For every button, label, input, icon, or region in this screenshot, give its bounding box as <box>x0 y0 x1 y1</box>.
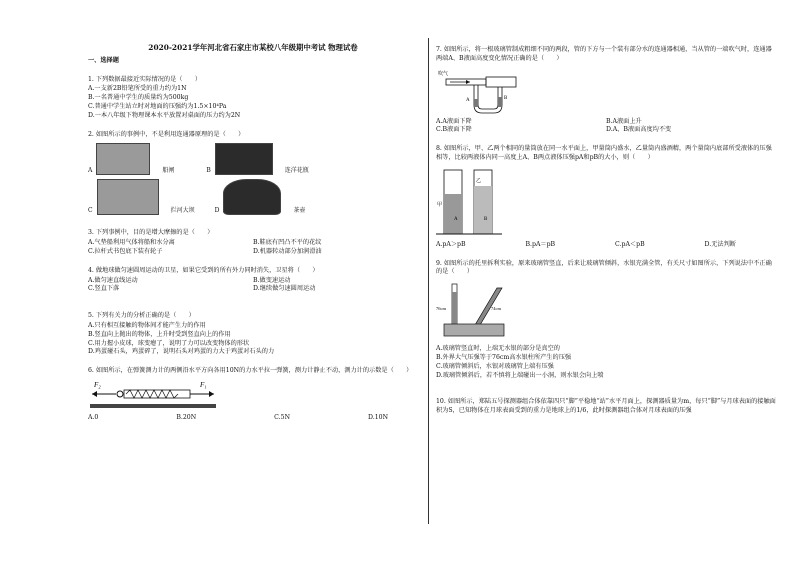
q7-option-d: D.A、B液面高度均不变 <box>606 126 672 134</box>
page-title: 2020-2021学年河北省石家庄市某校八年级期中考试 物理试卷 <box>148 43 358 52</box>
dam-image <box>97 179 159 215</box>
q4-stem: 4. 做地球做匀速圆周运动的卫星，如果它受到的所有外力同时消失，卫星将（ ） <box>88 266 319 274</box>
q4-option-b: B.做变速运动 <box>253 276 291 284</box>
q5-stem: 5. 下列有关力的分析正确的是（ ） <box>88 312 195 320</box>
q8-option-c: C.pA＜pB <box>615 240 645 248</box>
blow-label: 吹气 <box>438 71 449 77</box>
ship-lock-image <box>96 143 150 175</box>
q5-option-c: C.用力握小皮球，球变瘪了，说明了力可以改变物体的形状 <box>88 339 250 347</box>
q2-label-c: C <box>88 206 93 214</box>
q9-stem: 9. 如图所示的托里拆利实验，原来玻璃管竖直，后来让玻璃管倾斜，水银充满全管，有关尺寸如图所示，下列说法中不正确的是（ ） <box>436 259 772 276</box>
q1-option-c: C.普通中学生站立时对地面的压强约为1.5×10⁴Pa <box>88 102 227 110</box>
height-76-label: 76cm <box>436 306 446 312</box>
q2-label-b: B <box>206 166 211 174</box>
tube-figure <box>436 67 776 115</box>
label-yi: 乙 <box>476 178 482 184</box>
q7-option-c: C.B液面下降 <box>436 126 472 134</box>
q6-option-a: A.0 <box>88 413 99 421</box>
q2-label-d: D <box>214 206 220 214</box>
q6-stem: 6. 如图所示，在弹簧测力计的两侧沿水平方向各用10N的力水平拉一弹簧，测力计静止不动，测力计的示数是（ ） <box>88 367 413 375</box>
column-divider <box>428 38 429 524</box>
vase-image <box>215 143 273 175</box>
q8-stem: 8. 如图所示，甲、乙两个相同的量筒放在同一水平面上，甲量筒内盛水，乙量筒内盛酒精，两个量筒内底部所受液体的压强相等，比较两液体内同一高度上A、B两点液体压强pA和pB的大小，则（ ） <box>436 145 772 161</box>
q3-option-c: C.拉杆式书包底下装有轮子 <box>88 247 163 255</box>
q5-option-d: D.鸡蛋碰石头，鸡蛋碎了，说明石头对鸡蛋的力大于鸡蛋对石头的力 <box>88 348 275 356</box>
label-jia: 甲 <box>437 202 443 208</box>
q9-option-d: D.玻璃管倾斜后，若不慎将上端碰出一小洞，则水银会向上喷 <box>436 371 604 379</box>
q4-option-c: C.竖直下落 <box>88 285 120 293</box>
q9-option-c: C.玻璃管倾斜后，水银对玻璃管上端有压强 <box>436 362 554 370</box>
q3-option-b: B.鞋底有凹凸不平的花纹 <box>253 239 322 247</box>
q9-option-b: B.外界大气压强等于76cm高水银柱所产生的压强 <box>436 353 572 361</box>
right-column <box>436 46 776 417</box>
q6-option-d: D.10N <box>367 413 388 421</box>
q8-option-d: D.无法判断 <box>704 240 736 248</box>
q8-option-b: B.pA＝pB <box>525 240 556 248</box>
cylinders-figure <box>436 166 776 238</box>
q7-point-b: B <box>504 95 508 101</box>
q7-point-a: A <box>466 97 470 103</box>
q1-stem: 1. 下列数据最接近实际情况的是（ ） <box>88 75 202 83</box>
section-heading: 一、选择题 <box>88 56 119 64</box>
f2-label: F₂ <box>94 380 101 389</box>
q2-label-a: A <box>88 166 93 174</box>
q5-option-b: B.竖直向上抛出的物体，上升时受到竖直向上的作用 <box>88 330 231 338</box>
height-74-label: 74cm <box>491 306 501 312</box>
q3-stem: 3. 下列事例中，目的是增大摩擦的是（ ） <box>88 229 214 237</box>
q5-option-a: A.只有相互接触的物体间才能产生力的作用 <box>88 321 206 329</box>
teapot-image <box>223 179 281 215</box>
q6-option-c: C.5N <box>274 413 290 421</box>
torricelli-figure <box>436 280 776 342</box>
q10-stem: 10. 如图所示，郑陆五号探测器组合体依靠四只“脚”平稳地“站”水平月面上，探测器质量为m，每只“脚”与月球表面的接触面积为S，已知物体在月球表面受到的重力是地球上的1/6，此时探测器组合体对月球表面的压强 <box>436 398 776 415</box>
q2-stem: 2. 如图所示的事例中，不是利用连通器原理的是（ ） <box>88 130 245 138</box>
q2-caption-b: 连洋花瓶 <box>284 166 309 174</box>
q1-option-a: A.一支新2B铅笔所受的重力约为1N <box>88 85 187 93</box>
q9-option-a: A.玻璃管竖直时，上端无水银的部分是真空的 <box>436 345 560 353</box>
q8-point-a: A <box>454 216 458 222</box>
q1-option-b: B.一名普通中学生的质量约为500kg <box>88 94 189 102</box>
left-column <box>88 40 418 423</box>
q6-option-b: B.20N <box>176 413 197 421</box>
q4-option-d: D.继续做匀速圆周运动 <box>253 285 316 293</box>
q3-option-a: A.气垫船利用气体将船和水分离 <box>88 239 175 247</box>
spring-scale-figure <box>88 379 418 411</box>
q2-caption-d: 茶壶 <box>293 206 306 214</box>
q7-option-b: B.A液面上升 <box>606 117 642 125</box>
q2-caption-a: 船闸 <box>162 166 175 174</box>
q8-option-a: A.pA＞pB <box>436 240 466 248</box>
q1-option-d: D.一本八年级下物理课本水平放置对桌面的压力约为2N <box>88 111 241 119</box>
q7-option-a: A.A液面下降 <box>436 117 472 125</box>
q3-option-d: D.机器转动部分加润滑油 <box>253 247 322 255</box>
q4-option-a: A.做匀速直线运动 <box>88 276 138 284</box>
q8-point-b: B <box>484 216 488 222</box>
f1-label: F₁ <box>200 380 207 389</box>
q2-caption-c: 拦河大坝 <box>170 206 195 214</box>
q7-stem: 7. 如图所示，将一根玻璃管制成粗细不同的两段，管的下方与一个装有部分水的连通器相通，当从管的一端吹气时，连通器两端A、B液面高度变化情况正确的是（ ） <box>436 46 772 62</box>
